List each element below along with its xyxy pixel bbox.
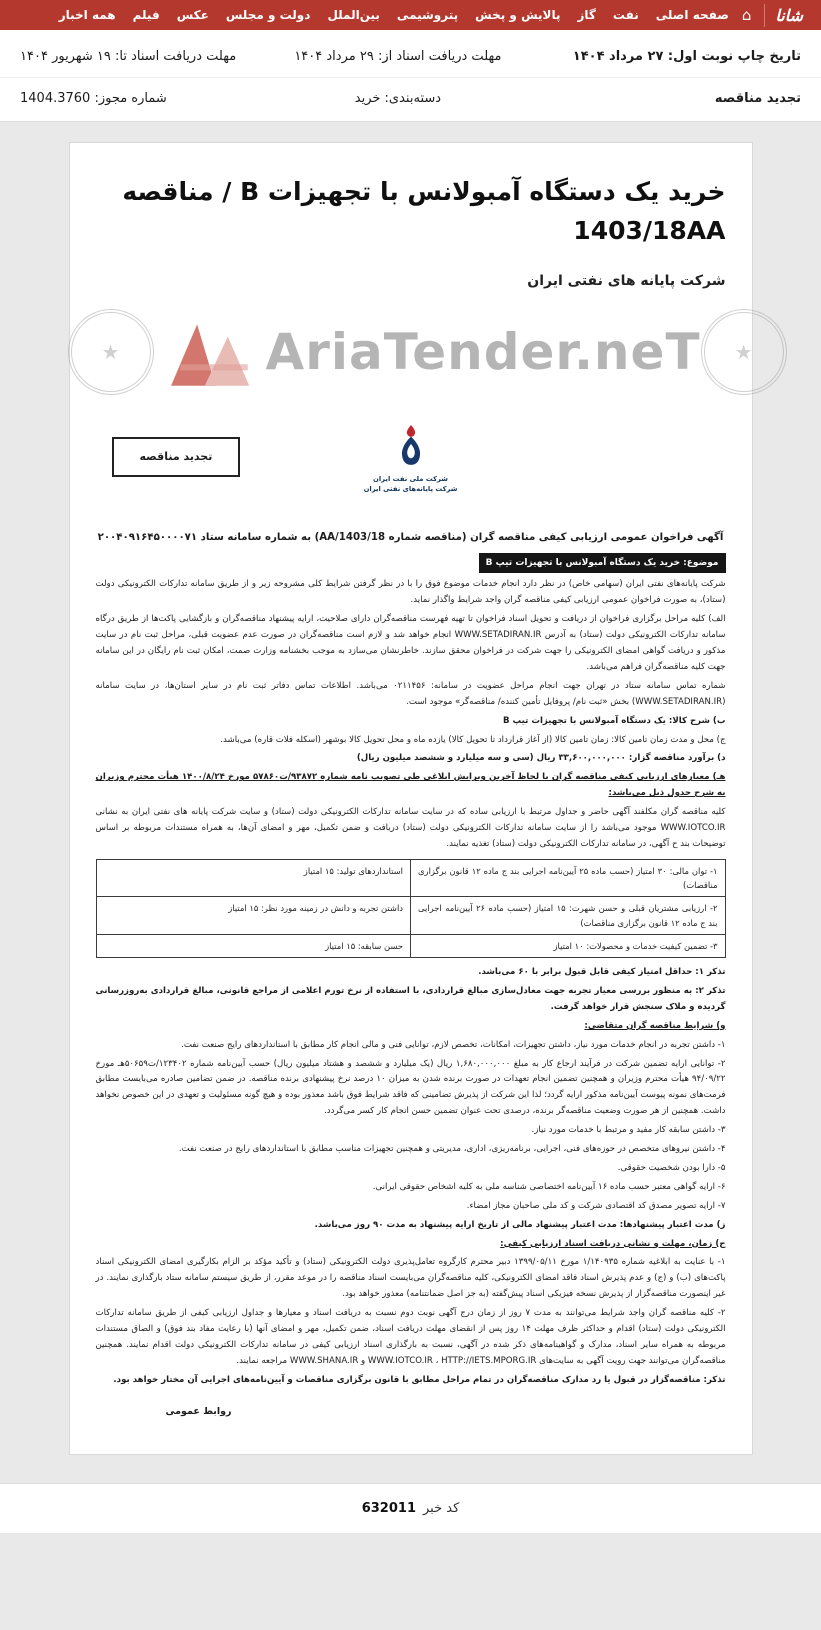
nav-item-petrochem[interactable]: پتروشیمی	[396, 8, 459, 22]
doc-section-h: هـ) معیارهای ارزیابی کیفی مناقصه گران با لحاظ آخرین ویرایش ابلاغی طی تصویب نامه شماره ۹۳۸۷۲/ت۵۷۸۶۰ مورخ ۱۴۰۰/۸/۲۴ هیأت محترم وزیران به شرح جدول ذیل می‌باشد:	[95, 772, 726, 799]
nav-item-intl[interactable]: بین‌الملل	[327, 8, 380, 22]
doc-conditions-title: و) شرایط مناقصه گران متقاضی:	[584, 1020, 726, 1031]
tender-document-scan	[96, 421, 726, 1421]
doc-intro: شرکت پایانه‌های نفتی ایران (سهامی خاص) در نظر دارد انجام خدمات موضوع فوق را با در نظر گرفتن شرایط کلی مشروحه زیر و از طریق سامانه تدارکات الکترونیکی دولت (ستاد)، به صورت فراخوان عمومی ارزیابی کیفی مناقصه گران واجد شرایط واگذار نماید.	[95, 579, 726, 606]
category-label: دسته‌بندی: خرید	[354, 91, 442, 106]
docs-from-date: مهلت دریافت اسناد از: ۲۹ مرداد ۱۴۰۴	[294, 49, 502, 64]
doc-criteria-note: کلیه مناقصه گران مکلفند آگهی حاضر و جداول مرتبط با ارزیابی ساده که در سایت سامانه تدارکات الکترونیکی دولت (ستاد) و سایت شرکت پایانه های نفتی ایران به نشانی WWW.IOTCO.IR موجود می‌باشد را از سایت سامانه تدارکات الکترونیکی دولت (ستاد) دریافت و ضمن تکمیل، مهر و امضای آن‌ها، به همراه مستندات مربوطه بر اساس توضیحات بند ح آگهی، در سامانه تدارکات الکترونیکی دولت (ستاد) تغذیه نمایند.	[95, 807, 726, 849]
doc-section-d: د) برآورد مناقصه گزار: ۳۳,۶۰۰,۰۰۰,۰۰۰ ریال (سی و سه میلیارد و ششصد میلیون ریال)	[356, 753, 726, 764]
doc-condition-7: ۷- ارایه تصویر مصدق کد اقتصادی شرکت و کد ملی صاحبان مجاز امضاء.	[466, 1200, 726, 1211]
doc-section-j: ج) محل و مدت زمان تامین کالا: زمان تامین کالا (از آغاز قرارداد تا تحویل کالا) یازده ماه و محل تحویل کالا بوشهر (اسکله فلات قاره) می‌باشد.	[220, 734, 726, 745]
license-number: شماره مجوز: 1404.3760	[20, 91, 167, 106]
news-code-value: 632011	[361, 1501, 416, 1517]
tender-type-badge: تجدید مناقصه	[714, 91, 801, 106]
top-nav	[0, 0, 821, 30]
doc-note-1: تذکر ۱: حداقل امتیاز کیفی قابل قبول برابر با ۶۰ می‌باشد.	[478, 967, 726, 978]
renewal-stamp: تجدید مناقصه	[112, 437, 241, 477]
nioc-logo-icon	[392, 421, 430, 469]
doc-subject: موضوع: خرید یک دستگاه آمبولانس با تجهیزات تیپ B	[479, 553, 726, 574]
nav-item-photo[interactable]: عکس	[176, 8, 209, 22]
news-footer	[0, 1483, 821, 1533]
criteria-cell: داشتن تجربه و دانش در زمینه مورد نظر: ۱۵ امتیاز	[96, 897, 411, 935]
nav-item-video[interactable]: فیلم	[132, 8, 160, 22]
criteria-cell: ۲- ارزیابی مشتریان قبلی و حسن شهرت: ۱۵ امتیاز (حسب ماده ۲۶ آیین‌نامه اجرایی بند ج ماده ۱۲ قانون برگزاری مناقصات)	[411, 897, 726, 935]
doc-condition-6: ۶- ارایه گواهی معتبر حسب ماده ۱۶ آیین‌نامه اختصاصی شناسه ملی به کلیه اشخاص حقوقی ایرانی.	[372, 1181, 726, 1192]
table-row	[96, 897, 725, 935]
nav-item-home-page[interactable]: صفحه اصلی	[655, 8, 729, 22]
nav-item-all-news[interactable]: همه اخبار	[58, 8, 116, 22]
doc-note-2: تذکر ۲: به منظور بررسی معیار تجربه جهت معادل‌سازی مبالغ قراردادی، با استفاده از نرخ تورم اعلامی از مراجع قانونی، مبالغ قراردادی به‌روزرسانی گردیده و ملاک سنجش قرار خواهد گرفت.	[95, 986, 726, 1012]
main-menu	[59, 8, 729, 22]
doc-condition-4: ۴- داشتن نیروهای متخصص در حوزه‌های فنی، اجرایی، برنامه‌ریزی، اداری، مدیریتی و همچنین تجهیزات مناسب مطابق با استانداردهای رایج در صنعت نفت.	[178, 1144, 726, 1155]
shana-logo[interactable]: شانا	[764, 4, 813, 27]
article-card	[69, 142, 753, 1455]
news-code-label: کد خبر	[423, 1501, 460, 1517]
nav-item-gas[interactable]: گاز	[577, 8, 596, 22]
docs-until-date: مهلت دریافت اسناد تا: ۱۹ شهریور ۱۴۰۴	[20, 49, 237, 64]
doc-signoff: روابط عمومی	[165, 1405, 232, 1417]
criteria-cell: ۳- تضمین کیفیت خدمات و محصولات: ۱۰ امتیاز	[411, 934, 726, 957]
home-icon[interactable]: ⌂	[741, 6, 752, 24]
company-name: شرکت پایانه های نفتی ایران	[527, 272, 726, 289]
emblem-caption-1: شرکت ملی نفت ایران	[373, 475, 448, 484]
doc-contact: شماره تماس سامانه ستاد در تهران جهت انجام مراحل عضویت در سامانه: ۰۲۱۱۴۵۶ می‌باشد. اطلاعات تماس دفاتر ثبت نام در سایر استان‌ها، در سایت سامانه (WWW.SETADIRAN.IR) بخش «ثبت نام/ پروفایل تأمین کننده/ مناقصه‌گر» موجود است.	[95, 680, 726, 707]
doc-condition-1: ۱- داشتن تجربه در انجام خدمات مورد نیاز، داشتن تجهیزات، امکانات، تخصص لازم، توانایی فنی و مالی انجام کار مطابق با استانداردهای رایج صنعت نفت.	[181, 1039, 726, 1050]
watermark-stamp-circle-right: ★	[701, 309, 787, 395]
ariatender-logo-icon	[168, 313, 260, 391]
article-meta	[0, 30, 821, 122]
meta-row-dates	[0, 36, 821, 78]
doc-section-b: ب) شرح کالا: یک دستگاه آمبولانس با تجهیزات تیپ B	[502, 715, 726, 726]
page-title: خرید یک دستگاه آمبولانس با تجهیزات B / مناقصه 1403/18AA	[122, 177, 726, 245]
table-row	[96, 934, 725, 957]
doc-receive-2: ۲- کلیه مناقصه گران واجد شرایط می‌توانند به مدت ۷ روز از زمان درج آگهی نوبت دوم نسبت به دریافت اسناد و معیارها و جداول ارزیابی کیفی از طریق سامانه تدارکات الکترونیکی دولت (ستاد) اقدام و حداکثر ظرف مهلت ۱۴ روز پس از انقضای مهلت دریافت اسناد، ضمن تکمیل، مهر و امضای آنها (با رعایت مفاد بند فوق) و الصاق مستندات مربوطه به همراه سایر اسناد، مدارک و گواهینامه‌های ذکر شده در آگهی، نسبت به بارگذاری اسناد ارزیابی کیفی در سامانه تدارکات الکترونیکی دولت اقدام نمایند. همچنین مناقصه‌گران می‌توانند جهت رویت آگهی به سایت‌های WWW.IOTCO.IR ، HTTP://IETS.MPORG.IR و WWW.SHANA.IR مراجعه نمایند.	[95, 1308, 726, 1366]
print-date: تاریخ چاپ نوبت اول: ۲۷ مرداد ۱۴۰۴	[572, 49, 801, 64]
nioc-emblem	[326, 421, 496, 494]
criteria-cell: حسن سابقه: ۱۵ امتیاز	[96, 934, 411, 957]
criteria-cell: استانداردهای تولید: ۱۵ امتیاز	[96, 859, 411, 897]
emblem-caption-2: شرکت پایانه‌های نفتی ایران	[363, 484, 458, 493]
page-body	[0, 122, 821, 1483]
doc-final-note: تذکر: مناقصه‌گزار در قبول یا رد مدارک مناقصه‌گران در تمام مراحل مطابق با قانون برگزاری مناقصات و آیین‌نامه‌های اجرایی آن مختار خواهد بود.	[113, 1374, 726, 1385]
doc-condition-2: ۲- توانایی ارایه تضمین شرکت در فرآیند ارجاع کار به مبلغ ۱,۶۸۰,۰۰۰,۰۰۰ ریال (یک میلیارد و ششصد و هشتاد میلیون ریال) حسب آیین‌نامه شماره ۱۲۳۴۰۲/ت۵۰۶۵۹هـ مورخ ۹۴/۰۹/۲۲ هیأت محترم وزیران و همچنین تضمین انجام تعهدات در صورت برنده شدن به میزان ۱۰ درصد نرخ پیشنهادی برنده مناقصه. در ضمن تضامین صادره می‌بایست مطابق فرمت‌های نمونه پیوست آیین‌نامه مذکور ارایه گردد؛ لذا این شرکت از پذیرش تضامینی که فاقد شرایط فوق باشد معذور بوده و هیچ گونه مسئولیت و تعهدی در این خصوص نخواهد داشت. همچنین از هر صورت وضعیت مناقصه‌گر برنده، درصدی تحت عنوان تضمین حسن انجام کار کسر می‌گردد.	[95, 1058, 726, 1117]
doc-receive-1: ۱- با عنایت به ابلاغیه شماره ۱/۱۴۰۹۳۵ مورخ ۱۳۹۹/۰۵/۱۱ دبیر محترم کارگروه تعامل‌پذیری دولت الکترونیکی (ستاد) و تأکید مؤکد بر الزام بکارگیری امضای الکترونیکی اسناد پاکت‌های (ب) و (ج) و عدم پذیرش اسناد فاقد امضای الکترونیکی، کلیه مناقصه‌گران می‌بایست اسناد مناقصه را در موعد مقرر، از طریق سیستم سامانه ستاد بارگذاری نمایند. در غیر اینصورت مناقصه‌گزار از پذیرش نسخه فیزیکی اسناد پیش‌گفته (به جز اصل ضمانتنامه) معذور خواهد بود.	[95, 1257, 726, 1300]
watermark	[96, 293, 753, 411]
doc-section-alef: الف) کلیه مراحل برگزاری فراخوان از دریافت و تحویل اسناد فراخوان تا تهیه فهرست مناقصه‌گران دارای صلاحیت، ارایه پیشنهاد مناقصه‌گران و بازگشایی پاکت‌ها از طریق درگاه سامانه تدارکات الکترونیکی دولت (ستاد) به آدرس WWW.SETADIRAN.IR انجام خواهد شد و لازم است مناقصه‌گران در صورت عدم عضویت قبلی، مراحل ثبت نام در سایت مذکور و دریافت گواهی امضای الکترونیکی را جهت شرکت در فراخوان محقق سازند. خاطرنشان می‌سازد به موجب بخشنامه وزارت صمت، امکان ثبت نام رایگان در این سامانه جهت کلیه مناقصه‌گران فراهم می‌باشد.	[95, 614, 726, 672]
nav-item-gov[interactable]: دولت و مجلس	[225, 8, 311, 22]
doc-heading: آگهی فراخوان عمومی ارزیابی کیفی مناقصه گران (مناقصه شماره 1403/18/AA) به شماره سامانه ستاد ۲۰۰۴۰۹۱۶۴۵۰۰۰۰۷۱	[97, 531, 724, 543]
watermark-stamp-circle-left: ★	[68, 309, 154, 395]
nav-item-oil[interactable]: نفت	[612, 8, 639, 22]
table-row	[96, 859, 725, 897]
criteria-cell: ۱- توان مالی: ۳۰ امتیاز (حسب ماده ۲۵ آیین‌نامه اجرایی بند ج ماده ۱۲ قانون برگزاری مناقصات)	[411, 859, 726, 897]
doc-subject-row	[96, 553, 726, 574]
nav-item-refining[interactable]: پالایش و پخش	[475, 8, 561, 22]
scan-header	[96, 421, 726, 523]
doc-validity: ز) مدت اعتبار پیشنهادها: مدت اعتبار پیشنهاد مالی از تاریخ ارایه پیشنهاد به مدت ۹۰ روز می‌باشد.	[314, 1219, 726, 1230]
doc-receive-title: ح) زمان، مهلت و نشانی دریافت اسناد ارزیابی کیفی:	[500, 1238, 726, 1249]
criteria-table	[96, 859, 726, 958]
meta-row-info	[0, 78, 821, 119]
doc-condition-5: ۵- دارا بودن شخصیت حقوقی.	[617, 1162, 726, 1173]
watermark-text: AriaTender.neT	[265, 322, 701, 381]
doc-condition-3: ۳- داشتن سابقه کار مفید و مرتبط با خدمات مورد نیاز.	[531, 1125, 726, 1136]
